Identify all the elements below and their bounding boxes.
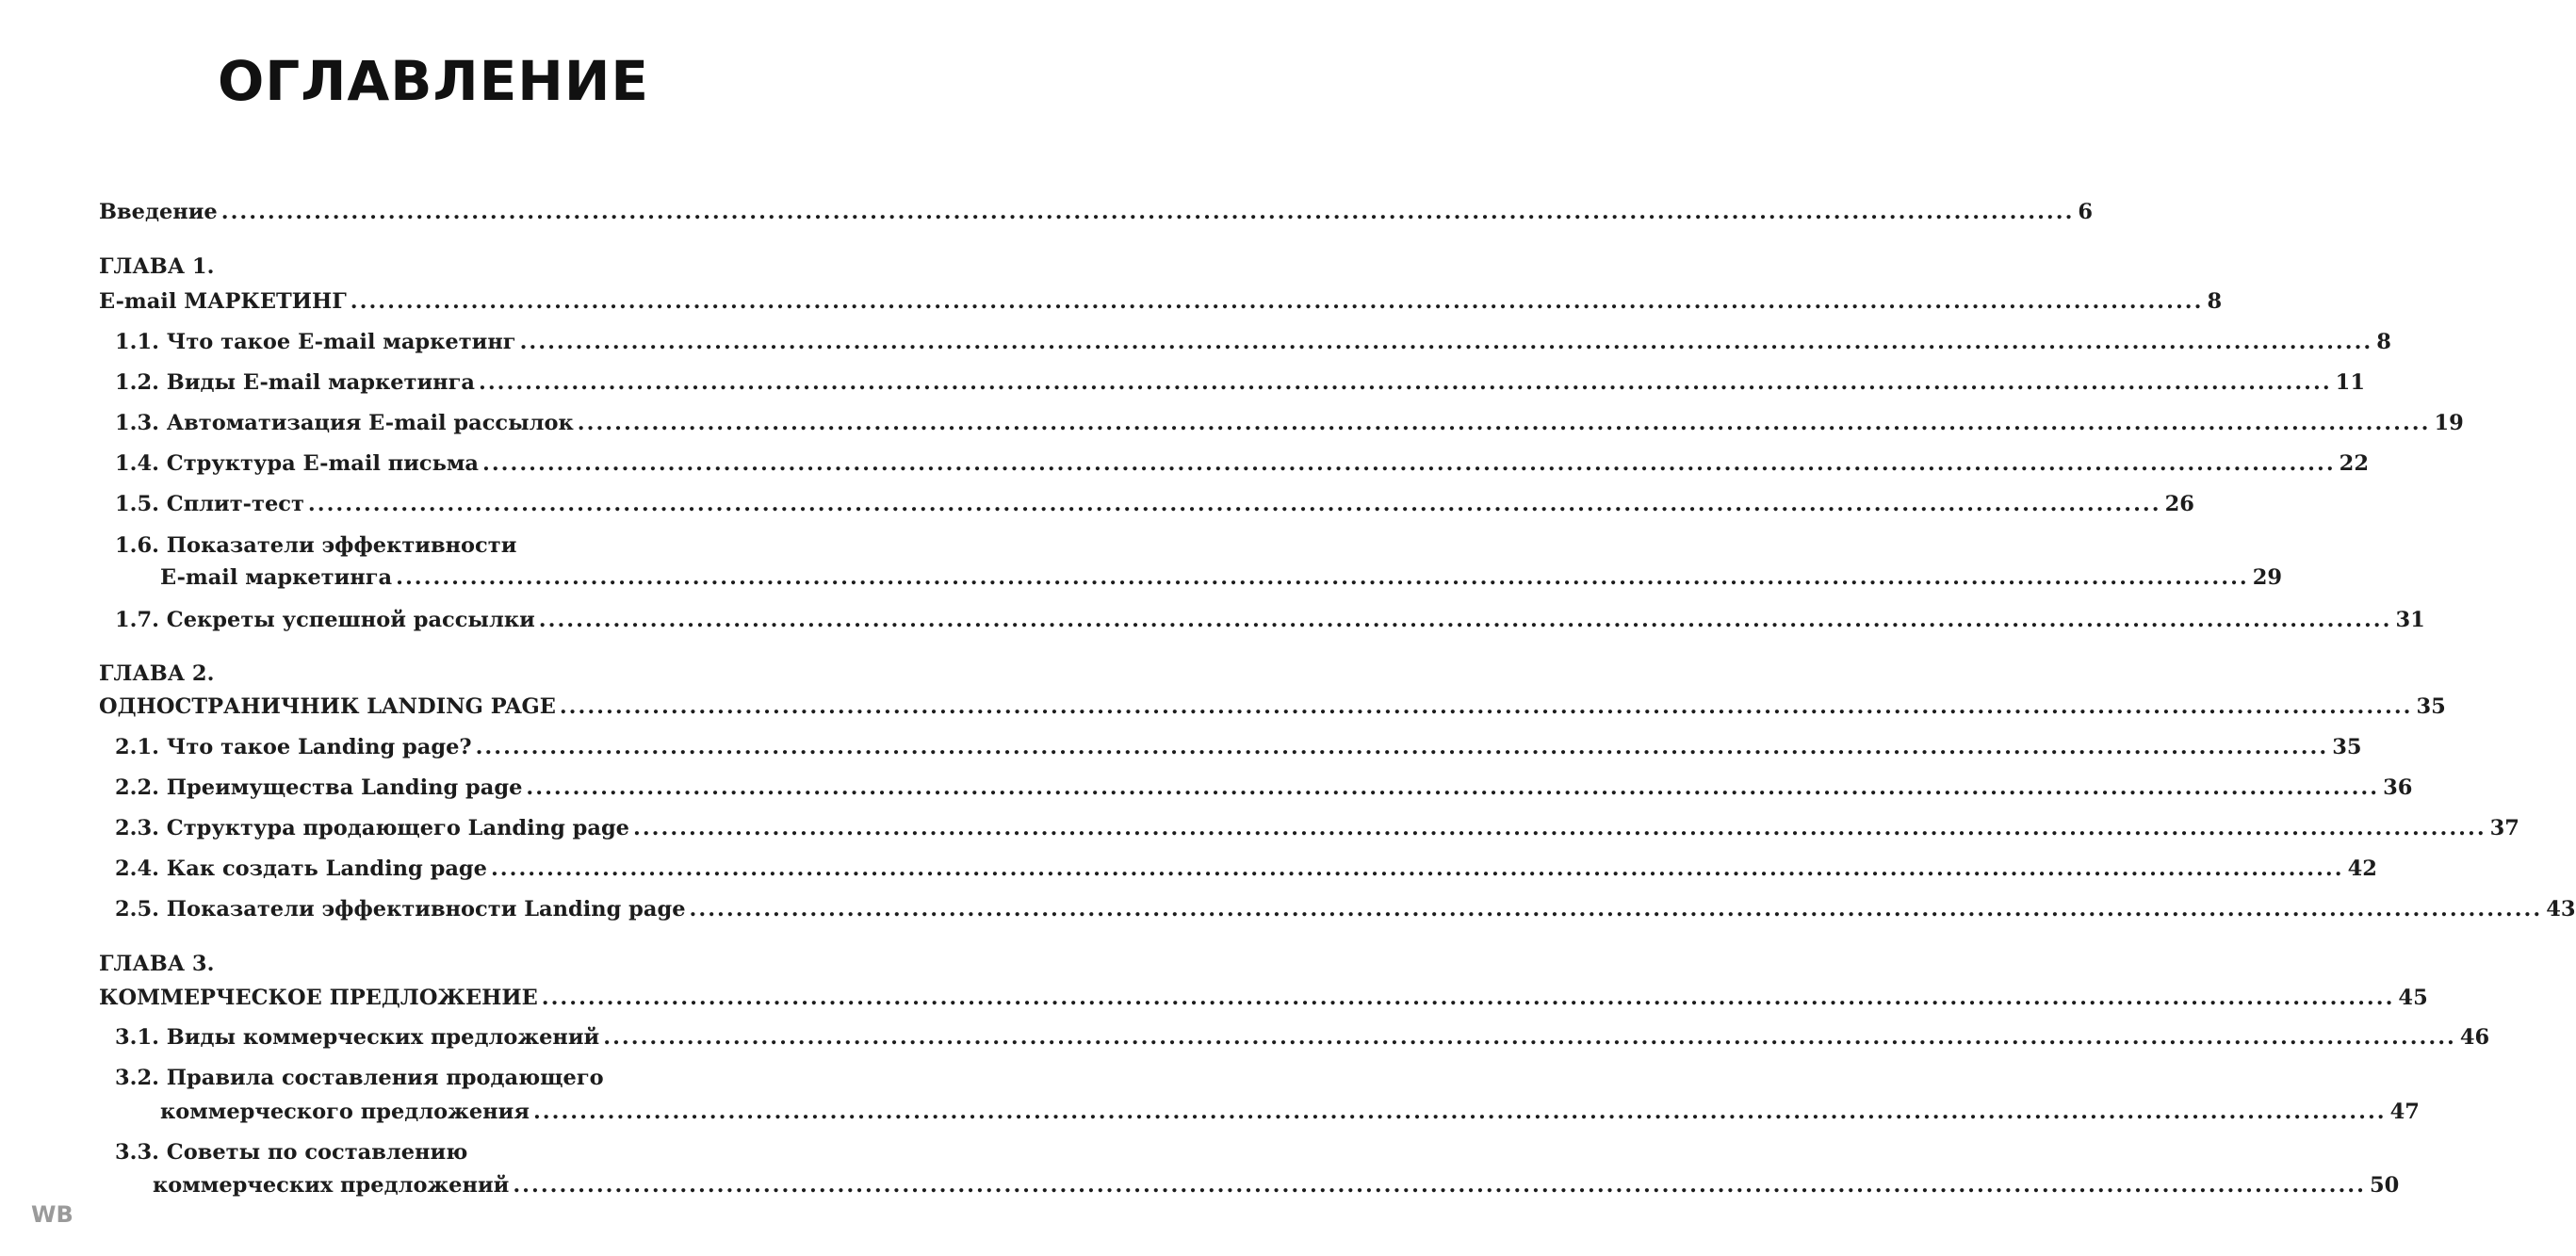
chapter-heading: ГЛАВА 3. <box>99 952 215 976</box>
toc-page-number: 47 <box>2389 1100 2420 1124</box>
toc-entry-label: 1.3. Автоматизация E-mail рассылок <box>115 411 574 435</box>
toc-entry <box>115 606 2425 634</box>
toc-entry-label: 2.5. Показатели эффективности Landing page <box>115 897 686 922</box>
toc-entry-first-line: 3.3. Советы по составлению <box>115 1140 468 1165</box>
dot-leader: ........................................................................................................................................................................................................ <box>538 608 2392 632</box>
page-title: ОГЛАВЛЕНИЕ <box>217 49 650 113</box>
toc-entry-label: 1.2. Виды E-mail маркетинга <box>115 370 476 395</box>
dot-leader: ........................................................................................................................................................................................................ <box>479 370 2332 395</box>
toc-entry-label: E-mail маркетинга <box>160 565 393 590</box>
toc-page-number: 8 <box>2207 289 2223 314</box>
dot-leader: ........................................................................................................................................................................................................ <box>475 735 2329 759</box>
chapter-heading: ГЛАВА 2. <box>99 661 215 686</box>
toc-entry-label: 2.2. Преимущества Landing page <box>115 775 523 800</box>
dot-leader: ........................................................................................................................................................................................................ <box>482 451 2336 476</box>
dot-leader: ........................................................................................................................................................................................................ <box>532 1100 2387 1124</box>
dot-leader: ........................................................................................................................................................................................................ <box>513 1173 2366 1198</box>
toc-entry-label: КОММЕРЧЕСКОЕ ПРЕДЛОЖЕНИЕ <box>99 986 538 1010</box>
dot-leader: ........................................................................................................................................................................................................ <box>541 986 2395 1010</box>
toc-page-number: 11 <box>2335 370 2365 395</box>
toc-page-number: 36 <box>2383 775 2413 800</box>
dot-leader: ........................................................................................................................................................................................................ <box>526 775 2380 800</box>
toc-page-number: 26 <box>2164 492 2194 516</box>
dot-leader: ........................................................................................................................................................................................................ <box>490 856 2344 881</box>
dot-leader: ........................................................................................................................................................................................................ <box>350 289 2204 314</box>
toc-entry <box>115 895 2576 923</box>
dot-leader: ........................................................................................................................................................................................................ <box>396 565 2249 590</box>
toc-entry-label: 3.1. Виды коммерческих предложений <box>115 1025 600 1050</box>
toc-entry-label: коммерческого предложения <box>160 1100 530 1124</box>
toc-entry <box>115 855 2377 883</box>
toc-entry-label: 1.4. Структура E-mail письма <box>115 451 480 476</box>
toc-entry-label: 1.5. Сплит-тест <box>115 492 304 516</box>
toc-entry-label: Введение <box>99 200 218 224</box>
toc-entry <box>160 1098 2420 1126</box>
toc-entry-label: коммерческих предложений <box>153 1173 510 1198</box>
toc-page-number: 31 <box>2395 608 2425 632</box>
toc-entry <box>115 328 2391 356</box>
dot-leader: ........................................................................................................................................................................................................ <box>307 492 2161 516</box>
toc-page-number: 35 <box>2332 735 2362 759</box>
toc-entry <box>99 984 2428 1012</box>
toc-entry <box>115 1023 2490 1052</box>
dot-leader: ........................................................................................................................................................................................................ <box>603 1025 2456 1050</box>
toc-page-number: 46 <box>2459 1025 2490 1050</box>
chapter-heading: ГЛАВА 1. <box>99 254 215 279</box>
toc-entry <box>99 198 2094 226</box>
toc-entry-label: E-mail МАРКЕТИНГ <box>99 289 347 314</box>
toc-page-number: 8 <box>2376 330 2391 354</box>
toc-page-number: 29 <box>2252 565 2283 590</box>
toc-entry <box>153 1171 2400 1199</box>
toc-entry <box>115 814 2519 842</box>
toc-page-number: 45 <box>2398 986 2428 1010</box>
dot-leader: ........................................................................................................................................................................................................ <box>577 411 2431 435</box>
toc-entry <box>115 774 2413 802</box>
toc-entry-first-line: 1.6. Показатели эффективности <box>115 533 517 558</box>
toc-entry-label: 2.3. Структура продающего Landing page <box>115 816 629 840</box>
toc-entry <box>115 490 2194 518</box>
toc-entry-label: ОДНОСТРАНИЧНИК LANDING PAGE <box>99 694 556 719</box>
toc-entry-label: 2.4. Как создать Landing page <box>115 856 487 881</box>
toc-entry <box>115 409 2464 437</box>
toc-entry-label: 1.7. Секреты успешной рассылки <box>115 608 535 632</box>
dot-leader: ........................................................................................................................................................................................................ <box>689 897 2543 922</box>
toc-entry <box>115 368 2365 397</box>
toc-page-number: 22 <box>2339 451 2369 476</box>
dot-leader: ........................................................................................................................................................................................................ <box>220 200 2075 224</box>
toc-page-number: 6 <box>2078 200 2094 224</box>
dot-leader: ........................................................................................................................................................................................................ <box>519 330 2373 354</box>
dot-leader: ........................................................................................................................................................................................................ <box>559 694 2413 719</box>
toc-entry <box>99 693 2446 721</box>
dot-leader: ........................................................................................................................................................................................................ <box>633 816 2486 840</box>
toc-entry-label: 1.1. Что такое E-mail маркетинг <box>115 330 516 354</box>
toc-page-number: 35 <box>2416 694 2446 719</box>
toc-entry-first-line: 3.2. Правила составления продающего <box>115 1066 604 1090</box>
watermark-logo: WB <box>31 1201 73 1228</box>
toc-page-number: 43 <box>2546 897 2576 922</box>
toc-entry <box>115 733 2362 761</box>
toc-page-number: 50 <box>2369 1173 2400 1198</box>
toc-page-number: 42 <box>2347 856 2377 881</box>
toc-page-number: 19 <box>2434 411 2464 435</box>
toc-entry-label: 2.1. Что такое Landing page? <box>115 735 472 759</box>
toc-entry <box>160 563 2283 592</box>
toc-entry <box>99 287 2223 316</box>
toc-entry <box>115 449 2369 478</box>
toc-page-number: 37 <box>2489 816 2519 840</box>
